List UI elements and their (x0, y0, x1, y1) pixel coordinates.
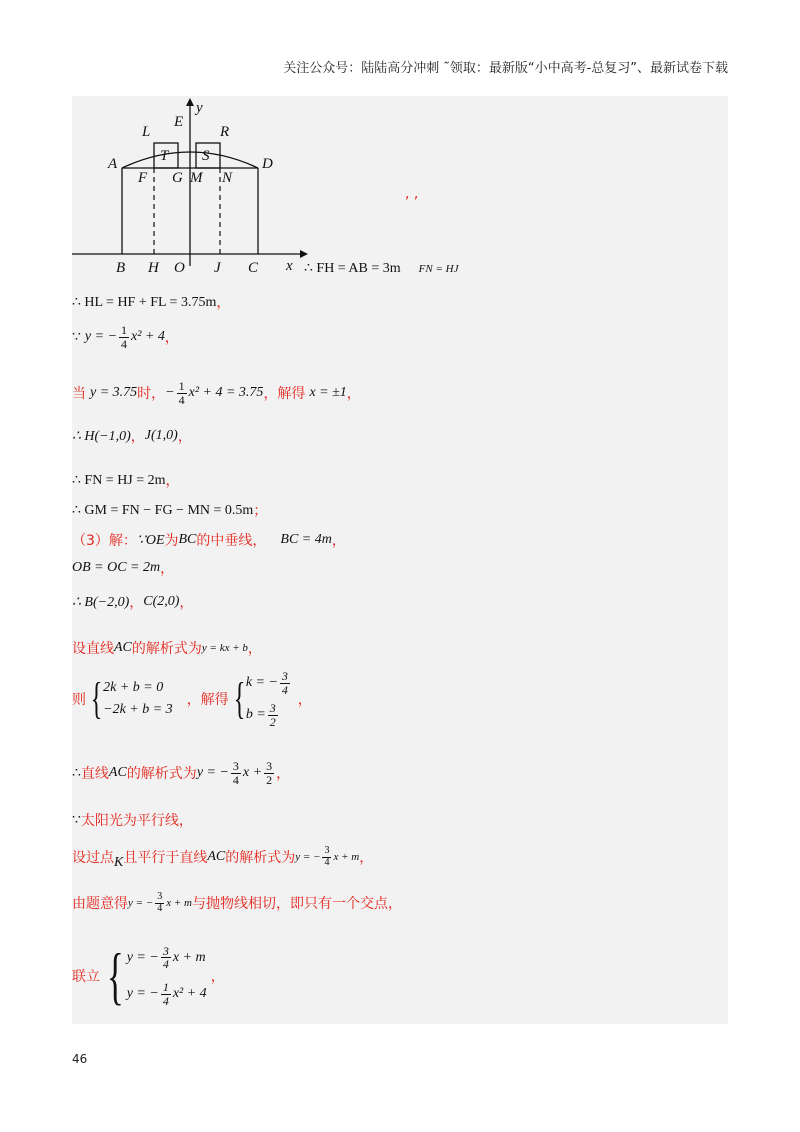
point-c: C(2,0) (143, 594, 180, 609)
eq-part: BC = 4m (280, 532, 332, 547)
eq-gm: ∴ GM = FN − FG − MN = 0.5m (72, 502, 254, 518)
eq-part: y = kx + b (201, 642, 248, 654)
label-E: E (174, 114, 184, 130)
text: 为 (164, 533, 179, 549)
eq-ob: OB = OC = 2m (72, 560, 161, 575)
punct: ， (129, 595, 144, 611)
text: 太阳光为平行线， (80, 813, 193, 829)
fraction: $\frac{3}{4}$ (324, 845, 330, 868)
text: 则 (72, 692, 86, 709)
fraction: $\frac{3}{4}$ (232, 759, 239, 787)
punct: ， (276, 766, 291, 783)
line-15 (72, 892, 402, 914)
therefore-sign: ∴ (72, 765, 81, 781)
punct: ， (247, 641, 262, 657)
eq-part: x + m (333, 851, 360, 863)
eq-part: y = − (295, 851, 321, 863)
eq-part: x² + 4 (131, 329, 165, 345)
punct: ， (297, 692, 312, 709)
eq-part: BC (178, 532, 197, 547)
fraction: $\frac{1}{4}$ (121, 323, 128, 351)
eq-fn: ∴ FN = HJ = 2m (72, 472, 166, 488)
label-C: C (248, 260, 259, 276)
text: 且平行于直线 (123, 850, 208, 866)
point-b: ∴ B(−2,0) (72, 594, 130, 610)
line-2 (72, 324, 179, 350)
line-9 (72, 592, 193, 612)
label-A: A (108, 156, 118, 172)
eq-part: AC (114, 640, 132, 655)
eq-hl: ∴ HL = HF + FL = 3.75m (72, 294, 217, 310)
text: 由题意得 (72, 896, 128, 912)
label-x: x (286, 258, 293, 274)
punct: ， (130, 429, 145, 445)
line-6 (72, 500, 267, 520)
label-D: D (262, 156, 273, 172)
punct: ， (346, 386, 361, 403)
eq-part: AC (108, 765, 127, 781)
text: 设直线 (72, 641, 114, 657)
label-J: J (214, 260, 221, 276)
label-H: H (148, 260, 159, 276)
point-j: J(1,0) (144, 428, 178, 443)
eq-part: AC (207, 849, 226, 864)
line-14 (72, 846, 373, 868)
text: ，解得 (186, 692, 229, 709)
because-sign: ∵ (72, 812, 81, 828)
left-brace: { (90, 674, 103, 724)
eq-part: ∵OE (136, 532, 165, 548)
label-F: F (138, 170, 148, 186)
point-h: ∴ H(−1,0) (72, 428, 131, 444)
line-0 (304, 260, 458, 277)
fraction: $\frac{3}{4}$ (157, 891, 163, 914)
label-B: B (116, 260, 126, 276)
text: 联立 (72, 969, 100, 985)
text: 设过点 (72, 850, 114, 866)
eq-part: y = − (84, 329, 118, 345)
page-number: 46 (72, 1052, 88, 1066)
punct: ， (177, 429, 192, 445)
eq-part: y = − (196, 765, 229, 781)
eq-part: x + m (166, 897, 192, 909)
punct: ； (253, 503, 268, 519)
eq-part: x + (242, 765, 263, 781)
page-header: 关注公众号：陆陆高分冲刺 ˜领取：最新版“小中高考-总复习”、最新试卷下载 (283, 61, 728, 76)
text: 的中垂线， (196, 533, 267, 549)
punct: ， (164, 330, 179, 347)
solution-panel (72, 96, 728, 1024)
punct: ， (160, 561, 175, 577)
eq-part: − (165, 385, 175, 401)
line-10 (72, 638, 262, 658)
punct: ， (210, 969, 225, 985)
punct: ， (179, 595, 194, 611)
label-O: O (174, 260, 185, 276)
eq-part: x = ±1 (309, 385, 347, 401)
line-11 (72, 670, 312, 728)
text: 的解析式为 (131, 641, 202, 657)
line-8 (72, 558, 174, 578)
line-12 (72, 760, 290, 786)
left-brace: { (106, 940, 124, 1011)
eq-part: x² + 4 = 3.75 (188, 385, 264, 401)
label-R: R (220, 124, 230, 140)
eq-part: y = 3.75 (90, 385, 138, 401)
eq-part: K (114, 855, 124, 870)
text: 的解析式为 (126, 766, 197, 783)
text: （3）解： (72, 533, 137, 549)
text: 当 (72, 386, 86, 403)
text: 直线 (80, 766, 109, 783)
equation-system: 2k + b = 0 −2k + b = 3 (103, 680, 173, 718)
line-1 (72, 292, 230, 312)
text: 与抛物线相切，即只有一个交点， (191, 896, 402, 912)
label-G: G (172, 170, 183, 186)
left-brace: { (233, 674, 246, 724)
label-L: L (142, 124, 151, 140)
label-y: y (196, 100, 203, 116)
stray-marks: , , (405, 186, 419, 202)
label-T: T (160, 148, 169, 164)
label-M: M (190, 170, 203, 186)
eq-fn-hj-small: FN = HJ (418, 262, 459, 275)
joint-system: y = − $\frac{3}{4}$ x + m y = − $\frac{1}{4}$ x² + 4 (126, 943, 207, 1008)
punct: ， (359, 850, 374, 866)
text: ，解得 (263, 386, 306, 403)
text: 时， (137, 386, 166, 403)
text: 的解析式为 (225, 850, 296, 866)
eq-part: y = − (128, 897, 154, 909)
label-N: N (222, 170, 233, 186)
line-13 (72, 810, 193, 830)
label-S: S (202, 148, 210, 164)
fraction: $\frac{3}{2}$ (266, 759, 273, 787)
fraction: $\frac{1}{4}$ (178, 379, 185, 407)
punct: ， (331, 533, 346, 549)
because-sign: ∵ (72, 329, 81, 345)
line-5 (72, 470, 180, 490)
line-7 (72, 530, 346, 550)
punct: ， (165, 473, 180, 489)
line-16 (72, 940, 225, 1011)
eq-fh-ab: ∴ FH = AB = 3m (304, 261, 401, 276)
geometry-diagram (72, 96, 312, 281)
solution-system: k = − $\frac{3}{4}$ b = $\frac{3}{2}$ (245, 669, 288, 729)
line-4 (72, 426, 192, 446)
line-3 (72, 380, 361, 406)
punct: ， (216, 295, 231, 311)
